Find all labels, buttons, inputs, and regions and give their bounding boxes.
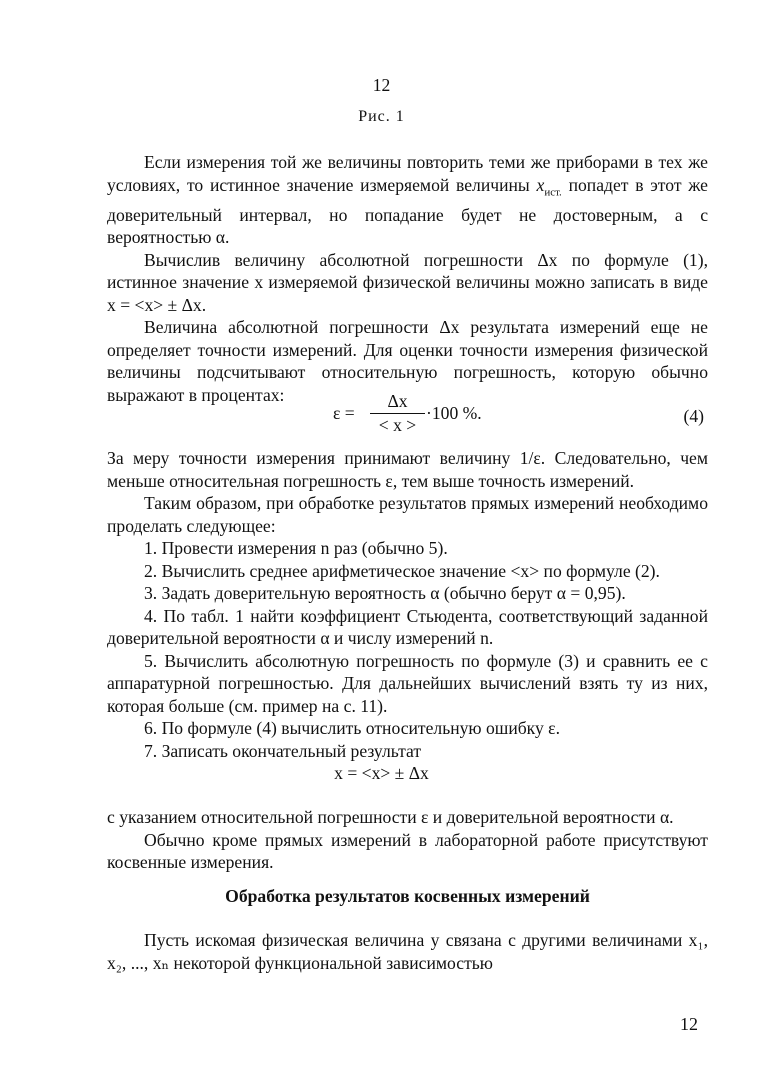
step-5: 5. Вычислить абсолютную погрешность по формуле (3) и сравнить ее с аппаратурной погрешностью. Для дальнейших вычислений взять ту из них, которая больше (см. пример на с. 11). xyxy=(107,650,708,716)
equation-number: (4) xyxy=(683,406,704,426)
text: попадет в этот же доверительный интервал, но попадание будет не достоверным, а с вероятностью α. xyxy=(107,174,708,248)
step-7: 7. Записать окончательный результат xyxy=(144,740,422,761)
step-1: 1. Провести измерения n раз (обычно 5). xyxy=(144,538,448,558)
formula-numerator: Δx xyxy=(370,390,425,414)
paragraph-6: с указанием относительной погрешности ε и доверительной вероятности α. xyxy=(107,807,674,827)
formula-denominator: < x > xyxy=(378,415,417,435)
paragraph-7: Обычно кроме прямых измерений в лабораторной работе присутствуют косвенные измерения. xyxy=(107,829,708,872)
step-4: 4. По табл. 1 найти коэффициент Стьюдента, соответствующий заданной доверительной вероятности α и числу измерений n. xyxy=(107,605,708,648)
footer-page-number: 12 xyxy=(680,1014,698,1034)
paragraph-3: Величина абсолютной погрешности Δx результата измерений еще не определяет точности измерений. Для оценки точности измерения физической величины подсчитывают относительную погрешность, которую обычно выражают в процентах: xyxy=(107,317,708,405)
step-3: 3. Задать доверительную вероятность α (обычно берут α = 0,95). xyxy=(144,583,626,603)
step-6: 6. По формуле (4) вычислить относительную ошибку ε. xyxy=(144,718,560,738)
body-text-middle xyxy=(107,447,708,762)
var: x xyxy=(536,174,545,195)
paragraph-2: Вычислив величину абсолютной погрешности Δx по формуле (1), истинное значение x измеряемой физической величины можно записать в виде x = <x> ± Δx. xyxy=(107,249,708,315)
subscript: ист. xyxy=(544,186,562,199)
formula-4 xyxy=(107,390,708,450)
text: Если измерения той же величины повторить теми же приборами в тех же условиях, то истинное значение измеряемой величины xyxy=(107,152,708,195)
step-2: 2. Вычислить среднее арифметическое значение <x> по формуле (2). xyxy=(144,560,660,581)
paragraph-1 xyxy=(107,151,708,249)
body-text-bottom xyxy=(107,806,708,874)
result-formula: x = <x> ± Δx xyxy=(334,763,429,783)
paragraph-4: За меру точности измерения принимают величину 1/ε. Следовательно, чем меньше относительная погрешность ε, тем выше точность измерений. xyxy=(107,448,708,491)
body-text-top xyxy=(107,151,708,406)
section-heading: Обработка результатов косвенных измерений xyxy=(225,886,590,906)
header-page-number: 12 xyxy=(372,75,391,95)
formula-lhs: ε = xyxy=(333,403,355,423)
formula-tail: ·100 %. xyxy=(426,403,482,423)
body-text-last xyxy=(107,929,708,974)
figure-caption: Рис. 1 xyxy=(358,108,405,125)
paragraph-8: Пусть искомая физическая величина y связана с другими величинами x₁, x₂, ..., xₙ некоторой функциональной зависимостью xyxy=(107,930,708,973)
paragraph-5: Таким образом, при обработке результатов прямых измерений необходимо проделать следующее: xyxy=(107,493,708,536)
